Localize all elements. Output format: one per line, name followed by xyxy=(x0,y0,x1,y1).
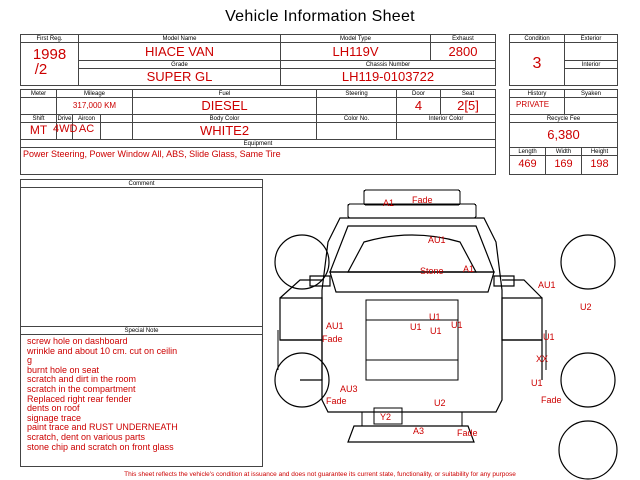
damage-mark: AU1 xyxy=(326,321,344,331)
special-note-item: screw hole on dashboard xyxy=(27,336,128,346)
shift-label: Shift xyxy=(32,116,45,122)
grade-value: SUPER GL xyxy=(146,69,213,84)
seat-label: Seat xyxy=(461,91,475,97)
special-note-item: g xyxy=(27,355,33,366)
condition-label: Condition xyxy=(524,36,550,42)
exterior-label: Exterior xyxy=(580,36,602,42)
mileage-value: 317,000 KM xyxy=(72,101,117,110)
length-value: 469 xyxy=(518,158,537,170)
history-label: History xyxy=(527,91,547,97)
damage-mark: Fade xyxy=(326,396,347,406)
width-value: 169 xyxy=(554,158,573,170)
fuel-label: Fuel xyxy=(218,91,231,97)
damage-mark: U1 xyxy=(451,320,463,330)
damage-mark: U2 xyxy=(434,398,446,408)
damage-mark: U1 xyxy=(429,312,441,322)
first-reg-month: /2 xyxy=(34,61,48,78)
door-value: 4 xyxy=(414,98,423,113)
damage-mark: Fade xyxy=(412,195,433,205)
body-color-label: Body Color xyxy=(209,116,240,122)
recycle-fee-value: 6,380 xyxy=(547,127,580,142)
damage-mark: U1 xyxy=(410,322,422,332)
wheel-front-left-icon xyxy=(275,235,329,289)
history-value: PRIVATE xyxy=(516,100,550,109)
exhaust-value: 2800 xyxy=(448,44,478,59)
interior-color-label: Interior Color xyxy=(428,116,464,122)
first-reg-year: 1998 xyxy=(32,46,67,63)
model-name-value: HIACE VAN xyxy=(144,44,215,59)
mileage-label: Mileage xyxy=(83,91,105,97)
special-note-item: paint trace and RUST UNDERNEATH xyxy=(27,422,178,433)
damage-mark: AU1 xyxy=(538,280,556,290)
special-note-item: scratch and dirt in the room xyxy=(27,374,137,385)
damage-mark: Fade xyxy=(541,395,562,405)
model-type-value: LH119V xyxy=(332,44,379,59)
aircon-label: Aircon xyxy=(77,116,95,122)
fuel-value: DIESEL xyxy=(201,98,248,113)
special-note-item: scratch in the compartment xyxy=(27,383,136,394)
damage-mark: XX xyxy=(536,354,549,364)
drive-value: 4WD xyxy=(53,123,78,135)
special-note-label: Special Note xyxy=(124,328,159,334)
damage-mark: A3 xyxy=(413,426,425,436)
damage-mark: U1 xyxy=(543,332,555,342)
special-note-item: scratch, dent on various parts xyxy=(27,431,146,442)
special-note-item: signage trace xyxy=(27,412,82,423)
wheel-rear-right-icon xyxy=(561,353,615,407)
special-note-list xyxy=(27,337,259,452)
condition-value: 3 xyxy=(532,55,542,72)
wheel-front-right-icon xyxy=(561,235,615,289)
damage-mark: Fade xyxy=(322,334,343,344)
equipment-value: Power Steering, Power Window All, ABS, Slide Glass, Same Tire xyxy=(23,149,281,159)
special-note-item: stone chip and scratch on front glass xyxy=(27,441,174,452)
page-title: Vehicle Information Sheet xyxy=(225,8,415,25)
interior-label: Interior xyxy=(581,62,601,68)
disclaimer-footer: This sheet reflects the vehicle's condition at issuance and does not guarantee its current state, functionality, or suitability for any purpose xyxy=(124,471,516,478)
syaken-label: Syaken xyxy=(580,91,601,97)
special-note-item: dents on roof xyxy=(27,403,80,414)
height-label: Height xyxy=(590,149,609,155)
damage-mark: A1 xyxy=(383,198,395,208)
damage-mark: A1 xyxy=(463,264,475,274)
steering-label: Steering xyxy=(345,91,368,97)
damage-mark: AU3 xyxy=(340,384,358,394)
recycle-fee-label: Recycle Fee xyxy=(546,116,581,122)
damage-mark: Fade xyxy=(457,428,478,438)
damage-mark: U1 xyxy=(531,378,543,388)
drive-label: Drive xyxy=(57,116,72,122)
chassis-value: LH119-0103722 xyxy=(341,69,435,84)
damage-mark: U2 xyxy=(580,302,592,312)
exhaust-label: Exhaust xyxy=(452,36,474,42)
damage-mark: Stone xyxy=(420,266,444,276)
model-name-label: Model Name xyxy=(162,36,197,42)
seat-value: 2[5] xyxy=(457,98,479,113)
width-label: Width xyxy=(555,149,572,155)
grade-label: Grade xyxy=(171,62,188,68)
first-reg-label: First Reg. xyxy=(36,36,63,42)
comment-label: Comment xyxy=(128,181,155,187)
meter-label: Meter xyxy=(30,91,47,97)
color-no-label: Color No. xyxy=(343,116,370,122)
special-note-item: burnt hole on seat xyxy=(27,364,100,375)
door-label: Door xyxy=(411,91,425,97)
length-label: Length xyxy=(518,149,537,155)
damage-mark: U1 xyxy=(430,326,442,336)
equipment-label: Equipment xyxy=(243,141,273,147)
height-value: 198 xyxy=(590,158,609,170)
special-note-item: Replaced right rear fender xyxy=(27,393,132,404)
body-color-value: WHITE2 xyxy=(199,123,250,138)
chassis-label: Chassis Number xyxy=(365,62,411,68)
damage-mark: AU1 xyxy=(428,235,446,245)
model-type-label: Model Type xyxy=(340,36,371,42)
shift-value: MT xyxy=(29,123,48,137)
special-note-item: wrinkle and about 10 cm. cut on ceilin xyxy=(27,345,178,356)
damage-mark: Y2 xyxy=(380,412,392,422)
aircon-value: AC xyxy=(78,123,95,135)
